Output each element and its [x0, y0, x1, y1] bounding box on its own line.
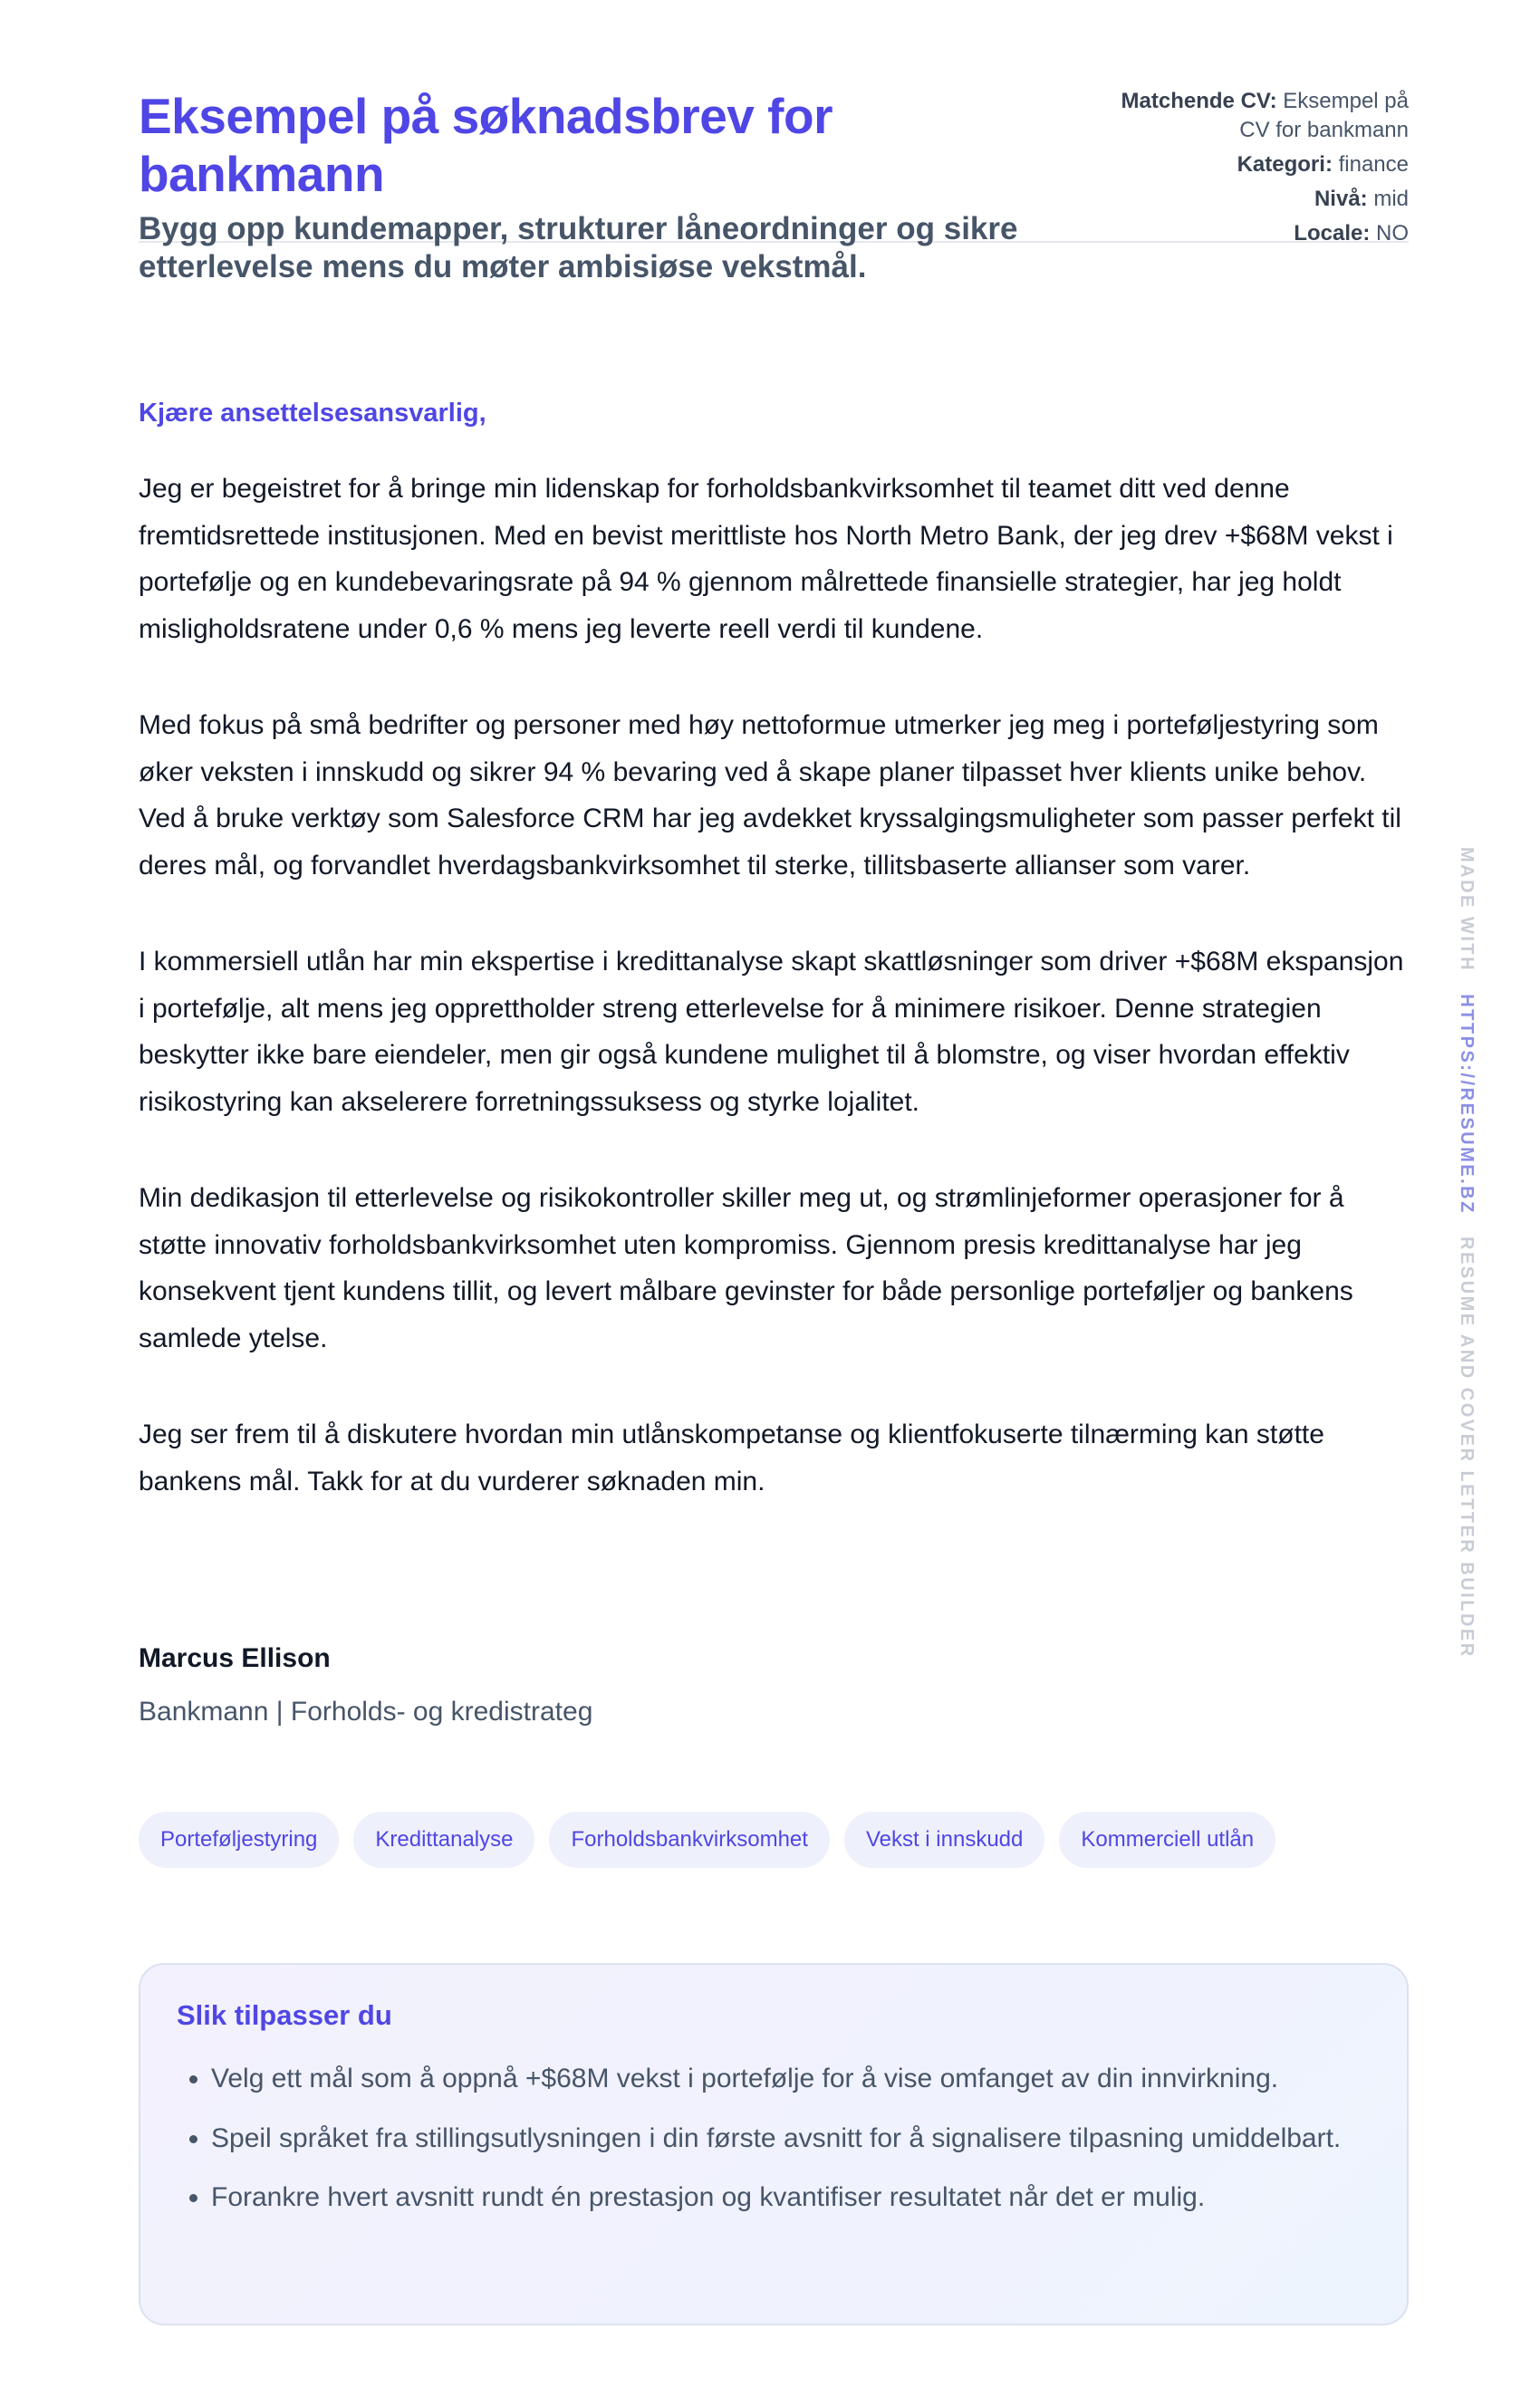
tip-item: • Speil språket fra stillingsutlysningen i din første avsnitt for å signalisere tilpasning umiddelbart.	[211, 2115, 1371, 2162]
watermark-suffix: RESUME AND COVER LETTER BUILDER	[1457, 1237, 1477, 1659]
meta-level-label: Nivå:	[1314, 187, 1368, 211]
letter-paragraph: Jeg er begeistret for å bringe min lidenskap for forholdsbankvirksomhet til teamet ditt ved denne fremtidsrettede institusjonen. Med en bevist merittliste hos North Metro Bank, der jeg drev +$68M vekst i portefølje og en kundebevaringsrate på 94 % gjennom målrettede finansielle strategier, har jeg holdt misligholdsratene under 0,6 % mens jeg leverte reell verdi til kundene.	[139, 474, 1393, 644]
letter-paragraph: I kommersiell utlån har min ekspertise i kredittanalyse skapt skattløsninger som driver +$68M ekspansjon i portefølje, alt mens jeg opprettholder streng etterlevelse for å minimere risikoer. Denne strategien beskytter ikke bare eiendeler, men gir også kundene mulighet til å blomstre, og viser hvordan effektiv risikostyring kan akselerere forretningssuksess og styrke lojalitet.	[139, 947, 1404, 1117]
letter-body	[139, 466, 1409, 1554]
letter-paragraph: Jeg ser frem til å diskutere hvordan min utlånskompetanse og klientfokuserte tilnærming kan støtte bankens mål. Takk for at du vurderer søknaden min.	[139, 1420, 1324, 1497]
meta-level-value: mid	[1373, 187, 1409, 211]
document-header	[139, 0, 1409, 284]
letter-paragraph: Med fokus på små bedrifter og personer med høy nettoformue utmerker jeg meg i porteføljestyring som øker veksten i innskudd og sikrer 94 % bevaring ved å skape planer tilpasset hver klients unike behov. Ved å bruke verktøy som Salesforce CRM har jeg avdekket kryssalgingsmuligheter som passer perfekt til deres mål, og forvandlet hverdagsbankvirksomhet til sterke, tillitsbaserte allianser som varer.	[139, 710, 1401, 881]
signature-role: Bankmann | Forholds- og kredistrateg	[139, 1697, 593, 1727]
meta-locale-label: Locale:	[1294, 221, 1371, 245]
watermark-text	[1456, 847, 1477, 1659]
tips-box	[139, 1963, 1409, 2325]
page-subtitle: Bygg opp kundemapper, strukturer låneordninger og sikre etterlevelse mens du møter ambisiøse vekstmål.	[139, 211, 1018, 284]
watermark-link[interactable]: HTTPS://RESUME.BZ	[1457, 994, 1477, 1215]
meta-cv-label: Matchende CV:	[1121, 89, 1277, 113]
skill-tag: Vekst i innskudd	[844, 1812, 1044, 1868]
skill-tag: Kommerciell utlån	[1059, 1812, 1275, 1868]
signature-name: Marcus Ellison	[139, 1643, 331, 1673]
letter-paragraph: Min dedikasjon til etterlevelse og risikokontroller skiller meg ut, og strømlinjeformer operasjoner for å støtte innovativ forholdsbankvirksomhet uten kompromiss. Gjennom presis kredittanalyse har jeg konsekvent tjent kundens tillit, og levert målbare gevinster for både personlige porteføljer og bankens samlede ytelse.	[139, 1183, 1353, 1353]
watermark-prefix: MADE WITH	[1457, 847, 1477, 973]
skill-tags	[139, 1812, 1275, 1868]
tip-item: • Velg ett mål som å oppnå +$68M vekst i portefølje for å vise omfanget av din innvirkning.	[211, 2055, 1371, 2103]
meta-category-value: finance	[1338, 152, 1409, 177]
meta-level	[1119, 185, 1409, 214]
cover-letter-page	[139, 0, 1409, 2212]
tips-title: Slik tilpasser du	[177, 1999, 392, 2031]
letter-greeting: Kjære ansettelsesansvarlig,	[139, 399, 486, 428]
skill-tag: Porteføljestyring	[139, 1812, 339, 1868]
meta-locale	[1119, 219, 1409, 248]
meta-locale-value: NO	[1376, 221, 1409, 245]
tip-item: • Forankre hvert avsnitt rundt én prestasjon og kvantifiser resultatet når det er mulig.	[211, 2174, 1371, 2221]
tips-list	[177, 2055, 1371, 2221]
skill-tag: Kredittanalyse	[353, 1812, 534, 1868]
page-title: Eksempel på søknadsbrev for bankmann	[139, 88, 833, 202]
meta-cv-value: Eksempel på CV for bankmann	[1239, 89, 1409, 142]
watermark	[1449, 847, 1504, 1659]
meta-panel	[1119, 87, 1409, 254]
meta-category-label: Kategori:	[1237, 152, 1333, 177]
meta-cv	[1119, 87, 1409, 145]
meta-category	[1119, 150, 1409, 179]
skill-tag: Forholdsbankvirksomhet	[549, 1812, 829, 1868]
